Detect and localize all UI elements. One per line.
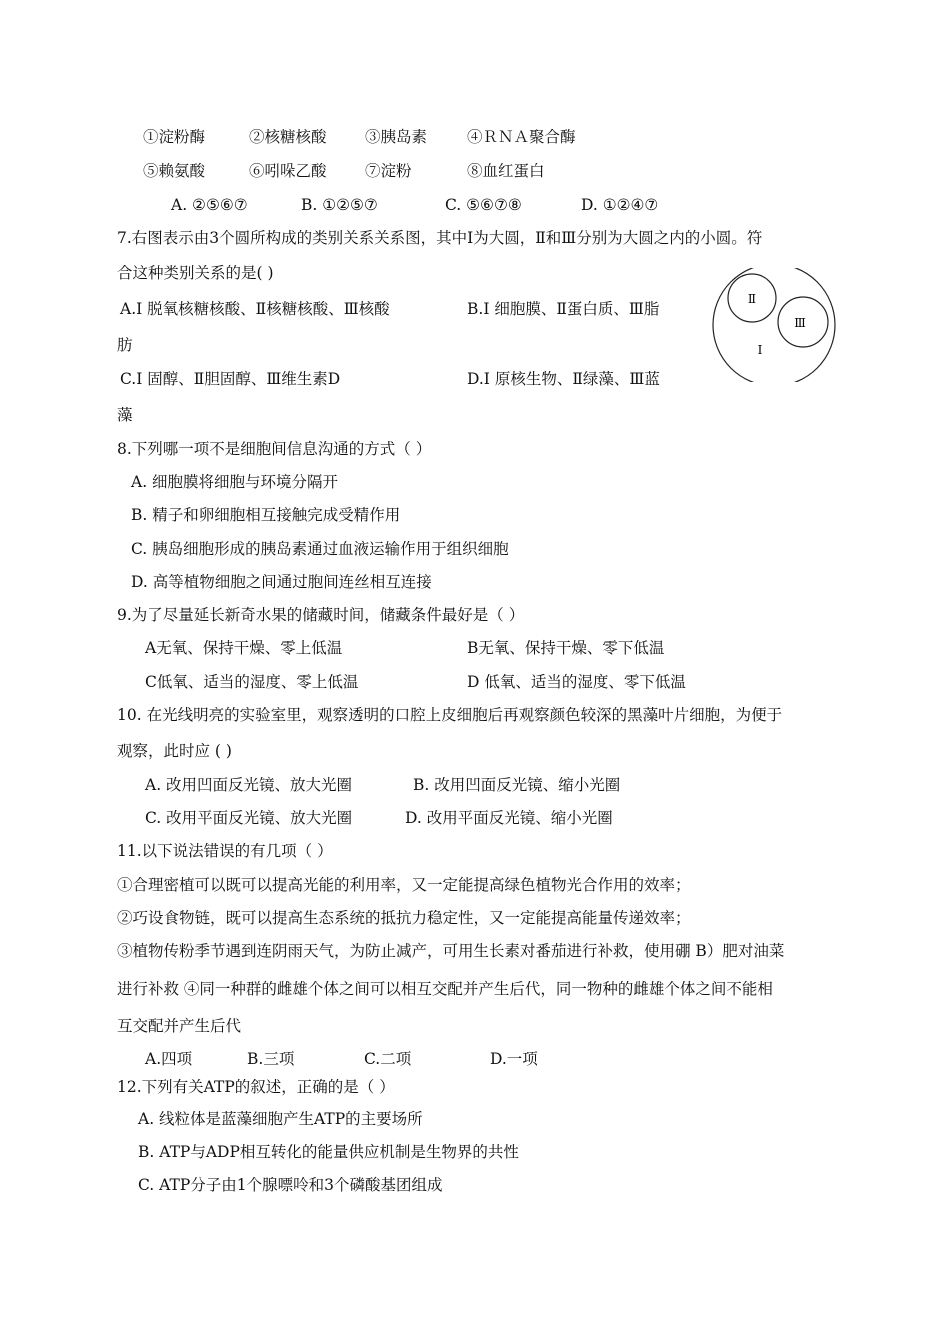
q10-stem-line1: 10. 在光线明亮的实验室里，观察透明的口腔上皮细胞后再观察颜色较深的黑藻叶片细胞，为便于 [117, 706, 783, 724]
q12-stem: 12.下列有关ATP的叙述，正确的是（ ） [117, 1078, 395, 1096]
q11-line: ③植物传粉季节遇到连阴雨天气，为防止减产，可用生长素对番茄进行补救，使用硼 B）肥对油菜 [117, 942, 785, 960]
q6-item: ⑧血红蛋白 [467, 162, 545, 180]
q6-item: ④ＲＮＡ聚合酶 [467, 128, 576, 146]
q6-item: ③胰岛素 [365, 128, 428, 146]
q11-option-b: B.三项 [247, 1050, 295, 1068]
q6-item: ①淀粉酶 [143, 128, 206, 146]
q11-line: 互交配并产生后代 [117, 1017, 242, 1035]
q6-option-d: D. ①②④⑦ [581, 196, 659, 214]
q11-line: ②巧设食物链，既可以提高生态系统的抵抗力稳定性，又一定能提高能量传递效率； [117, 909, 691, 927]
q10-option-d: D. 改用平面反光镜、缩小光圈 [405, 809, 613, 827]
category-circle-diagram [708, 268, 840, 382]
q10-option-b: B. 改用凹面反光镜、缩小光圈 [413, 776, 621, 794]
label-small-circle-3: Ⅲ [794, 316, 806, 330]
q10-stem-line2: 观察，此时应 ( ) [117, 742, 232, 760]
q6-item: ⑦淀粉 [365, 162, 412, 180]
q8-stem: 8.下列哪一项不是细胞间信息沟通的方式（ ） [117, 440, 432, 458]
q6-item: ⑤赖氨酸 [143, 162, 206, 180]
q6-item: ⑥吲哚乙酸 [249, 162, 327, 180]
q10-option-c: C. 改用平面反光镜、放大光圈 [145, 809, 353, 827]
q7-stem-line1: 7.右图表示由3个圆所构成的类别关系关系图，其中Ⅰ为大圆，Ⅱ和Ⅲ分别为大圆之内的小圆。符 [117, 229, 763, 247]
q12-option-a: A. 线粒体是蓝藻细胞产生ATP的主要场所 [138, 1110, 423, 1128]
q11-option-a: A.四项 [145, 1050, 193, 1068]
q7-option-a: A.Ⅰ 脱氧核糖核酸、Ⅱ核糖核酸、Ⅲ核酸 [120, 300, 390, 318]
q9-option-b: B无氧、保持干燥、零下低温 [467, 639, 665, 657]
q8-option-b: B. 精子和卵细胞相互接触完成受精作用 [131, 506, 401, 524]
q6-option-b: B. ①②⑤⑦ [301, 196, 378, 214]
q7-option-d-cont: 藻 [117, 406, 133, 424]
q12-option-b: B. ATP与ADP相互转化的能量供应机制是生物界的共性 [138, 1143, 519, 1161]
q6-item: ②核糖核酸 [249, 128, 327, 146]
q11-option-c: C.二项 [364, 1050, 412, 1068]
q11-line: ①合理密植可以既可以提高光能的利用率，又一定能提高绿色植物光合作用的效率； [117, 876, 691, 894]
q8-option-a: A. 细胞膜将细胞与环境分隔开 [131, 473, 339, 491]
q7-option-b-cont: 肪 [117, 336, 133, 354]
q9-option-a: A无氧、保持干燥、零上低温 [145, 639, 343, 657]
label-small-circle-2: Ⅱ [747, 292, 757, 306]
q6-option-c: C. ⑤⑥⑦⑧ [445, 196, 522, 214]
q9-option-c: C低氧、适当的湿度、零上低温 [145, 673, 359, 691]
q11-stem: 11.以下说法错误的有几项（ ） [117, 842, 333, 860]
q6-option-a: A. ②⑤⑥⑦ [171, 196, 248, 214]
q8-option-d: D. 高等植物细胞之间通过胞间连丝相互连接 [131, 573, 432, 591]
q11-option-d: D.一项 [490, 1050, 538, 1068]
q11-line: 进行补救 ④同一种群的雌雄个体之间可以相互交配并产生后代，同一物种的雌雄个体之间不能相 [117, 980, 773, 998]
q9-stem: 9.为了尽量延长新奇水果的储藏时间，储藏条件最好是（ ） [117, 606, 525, 624]
q8-option-c: C. 胰岛细胞形成的胰岛素通过血液运输作用于组织细胞 [131, 540, 509, 558]
q12-option-c: C. ATP分子由1个腺嘌呤和3个磷酸基团组成 [138, 1176, 443, 1194]
q10-option-a: A. 改用凹面反光镜、放大光圈 [145, 776, 353, 794]
q7-stem-line2: 合这种类别关系的是( ) [117, 264, 274, 282]
q9-option-d: D 低氧、适当的湿度、零下低温 [467, 673, 686, 691]
label-big-circle: Ⅰ [757, 343, 763, 357]
q7-option-b: B.Ⅰ 细胞膜、Ⅱ蛋白质、Ⅲ脂 [467, 300, 660, 318]
q7-option-c: C.Ⅰ 固醇、Ⅱ胆固醇、Ⅲ维生素D [120, 370, 341, 388]
q7-option-d: D.Ⅰ 原核生物、Ⅱ绿藻、Ⅲ蓝 [467, 370, 660, 388]
